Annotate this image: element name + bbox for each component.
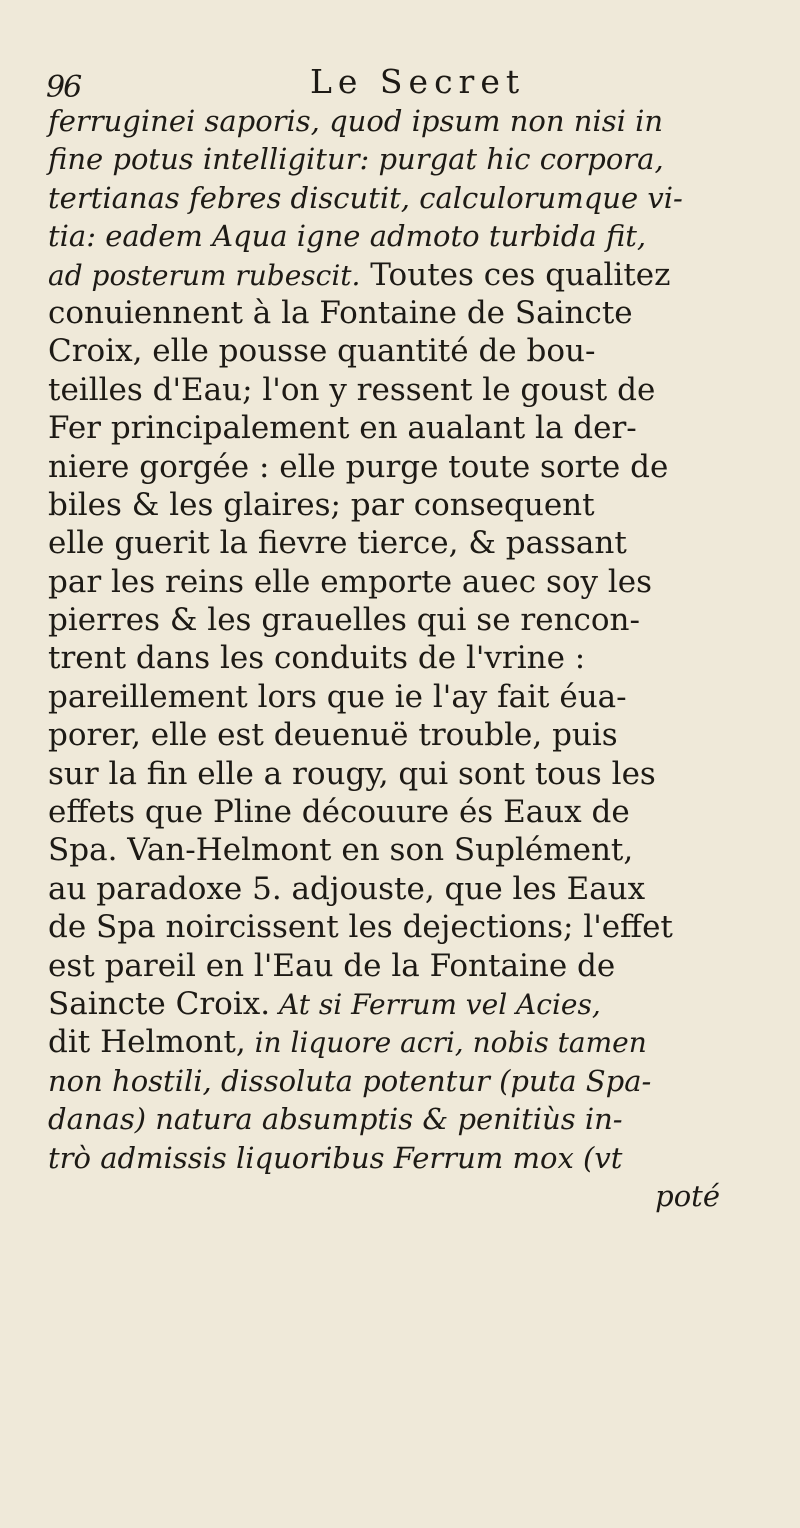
text-line: Croix, elle pousse quantité de bou- (48, 333, 596, 370)
text-line (48, 985, 768, 1023)
page-number: 96 (46, 70, 81, 105)
text-line: non hostili, dissoluta potentur (puta Spa- (48, 1063, 652, 1098)
text-line: Fer principalement en aualant la der- (48, 410, 637, 447)
text-line: porer, elle est deuenuë trouble, puis (48, 717, 618, 754)
french-fragment: dit Helmont, (48, 1024, 246, 1061)
text-line: niere gorgée : elle purge toute sorte de (48, 448, 669, 485)
text-line: effets que Pline découure és Eaux de (48, 794, 630, 831)
text-line: ferruginei saporis, quod ipsum non nisi in (48, 104, 664, 138)
french-fragment: Toutes ces qualitez (360, 256, 671, 293)
text-line: tia: eadem Aqua igne admoto turbida fit, (48, 219, 647, 254)
text-line: conuiennent à la Fontaine de Saincte (48, 294, 633, 331)
text-line: biles & les glaires; par consequent (48, 486, 595, 523)
body-text (48, 102, 768, 1215)
french-fragment: Saincte Croix. (48, 985, 271, 1022)
catchword: poté (655, 1178, 720, 1213)
latin-fragment: in liquore acri, nobis tamen (245, 1026, 647, 1060)
text-line (48, 1023, 768, 1061)
running-title: Le Secret (310, 62, 526, 101)
text-line: par les reins elle emporte auec soy les (48, 563, 653, 600)
text-line: Spa. Van-Helmont en son Suplément, (48, 832, 634, 869)
text-line: au paradoxe 5. adjouste, que les Eaux (48, 870, 646, 907)
text-line: est pareil en l'Eau de la Fontaine de (48, 947, 616, 984)
text-line: trent dans les conduits de l'vrine : (48, 640, 586, 677)
text-line: fine potus intelligitur: purgat hic corpora, (48, 142, 664, 177)
text-line: pierres & les grauelles qui se rencon- (48, 602, 640, 639)
text-line: elle guerit la fievre tierce, & passant (48, 525, 627, 562)
text-line: pareillement lors que ie l'ay fait éua- (48, 678, 627, 715)
text-line: de Spa noircissent les dejections; l'effet (48, 909, 673, 946)
latin-fragment: ad posterum rubescit. (48, 258, 361, 292)
text-line: tertianas febres discutit, calculorumque vi- (48, 180, 683, 215)
text-line: teilles d'Eau; l'on y ressent le goust de (48, 371, 656, 408)
text-line: danas) natura absumptis & penitiùs in- (48, 1102, 623, 1137)
text-line: trò admissis liquoribus Ferrum mox (vt (48, 1140, 623, 1175)
text-line: sur la fin elle a rougy, qui sont tous les (48, 755, 656, 792)
latin-fragment: At si Ferrum vel Acies, (270, 987, 601, 1021)
text-line (48, 256, 768, 294)
